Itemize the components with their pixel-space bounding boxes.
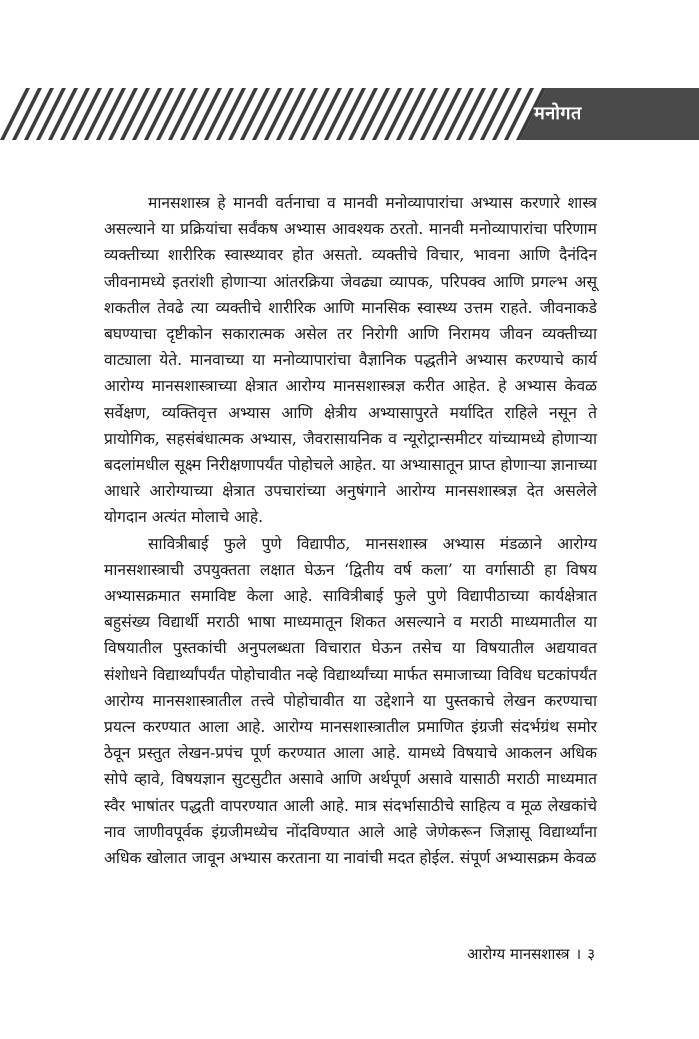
body-text — [104, 190, 597, 871]
paragraph-1: मानसशास्त्र हे मानवी वर्तनाचा व मानवी मनोव्यापारांचा अभ्यास करणारे शास्त्र असल्याने या प्रक्रियांचा सर्वंकष अभ्यास आवश्यक ठरतो. मानवी मनोव्यापारांचा परिणाम व्यक्तीच्या शारीरिक स्वास्थ्यावर होत असतो. व्यक्तीचे विचार, भावना आणि दैनंदिन जीवनामध्ये इतरांशी होणाऱ्या आंतरक्रिया जेवढ्या व्यापक, परिपक्व आणि प्रगल्भ असू शकतील तेवढे त्या व्यक्तीचे शारीरिक आणि मानसिक स्वास्थ्य उत्तम राहते. जीवनाकडे बघण्याचा दृष्टीकोन सकारात्मक असेल तर निरोगी आणि निरामय जीवन व्यक्तीच्या वाट्याला येते. मानवाच्या या मनोव्यापारांचा वैज्ञानिक पद्धतीने अभ्यास करण्याचे कार्य आरोग्य मानसशास्त्राच्या क्षेत्रात आरोग्य मानसशास्त्रज्ञ करीत आहेत. हे अभ्यास केवळ सर्वेक्षण, व्यक्तिवृत्त अभ्यास आणि क्षेत्रीय अभ्यासापुरते मर्यादित राहिले नसून ते प्रायोगिक, सहसंबंधात्मक अभ्यास, जैवरासायनिक व न्यूरोट्रान्समीटर यांच्यामध्ये होणाऱ्या बदलांमधील सूक्ष्म निरीक्षणापर्यंत पोहोचले आहेत. या अभ्यासातून प्राप्त होणाऱ्या ज्ञानाच्या आधारे आरोग्याच्या क्षेत्रात उपचारांच्या अनुषंगाने आरोग्य मानसशास्त्रज्ञ देत असलेले योगदान अत्यंत मोलाचे आहे. — [104, 194, 597, 527]
footer-page-number: ३ — [587, 945, 595, 963]
page-title: मनोगत — [534, 103, 582, 124]
footer-book-title: आरोग्य मानसशास्त्र — [466, 945, 570, 963]
page-footer — [467, 943, 595, 965]
footer-separator: । — [575, 945, 582, 963]
paragraph-2: सावित्रीबाई फुले पुणे विद्यापीठ, मानसशास्त्र अभ्यास मंडळाने आरोग्य मानसशास्त्राची उपयुक्तता लक्षात घेऊन ‘द्वितीय वर्ष कला’ या वर्गासाठी हा विषय अभ्यासक्रमात समाविष्ट केला आहे. सावित्रीबाई फुले पुणे विद्यापीठाच्या कार्यक्षेत्रात बहुसंख्य विद्यार्थी मराठी भाषा माध्यमातून शिकत असल्याने व मराठी माध्यमातील या विषयातील पुस्तकांची अनुपलब्धता विचारात घेऊन तसेच या विषयातील अद्ययावत संशोधने विद्यार्थ्यांपर्यंत पोहोचावीत नव्हे विद्यार्थ्यांच्या मार्फत समाजाच्या विविध घटकांपर्यंत आरोग्य मानसशास्त्रातील तत्त्वे पोहोचावीत या उद्देशाने या पुस्तकाचे लेखन करण्याचा प्रयत्न करण्यात आला आहे. आरोग्य मानसशास्त्रातील प्रमाणित इंग्रजी संदर्भग्रंथ समोर ठेवून प्रस्तुत लेखन-प्रपंच पूर्ण करण्यात आला आहे. यामध्ये विषयाचे आकलन अधिक सोपे व्हावे, विषयज्ञान सुटसुटीत असावे आणि अर्थपूर्ण असावे यासाठी मराठी माध्यमात स्वैर भाषांतर पद्धती वापरण्यात आली आहे. मात्र संदर्भासाठीचे साहित्य व मूळ लेखकांचे नाव जाणीवपूर्वक इंग्रजीमध्येच नोंदविण्यात आले आहे जेणेकरून जिज्ञासू विद्यार्थ्यांना अधिक खोलात जावून अभ्यास करताना या नावांची मदत होईल. संपूर्ण अभ्यासक्रम केवळ — [104, 534, 597, 868]
